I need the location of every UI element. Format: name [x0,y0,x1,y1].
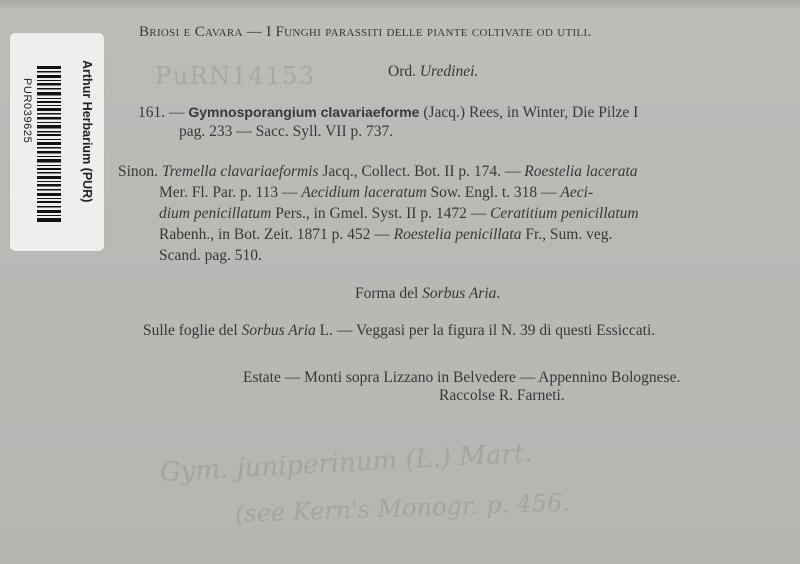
habitat-host: Sorbus Aria [241,322,316,339]
synonym-text: Mer. Fl. Par. p. 113 — [159,184,298,201]
synonym-text: Rabenh., in Bot. Zeit. 1871 p. 452 — [159,226,390,243]
series-title: — I Funghi parassiti delle piante coltivate od utili. [246,24,592,40]
synonyms-line-4 [159,226,612,244]
species-name: Gymnosporangium clavariaeforme [188,104,420,120]
synonym-text: Fr., Sum. veg. [525,226,613,243]
synonym-aecidium-laceratum: Aecidium laceratum [301,184,427,201]
publication-header [139,24,591,41]
pencil-catalog-number: PuRN14153 [155,62,316,90]
pencil-annotation-line-1: Gym. juniperinum (L.) Mart. [159,438,534,488]
herbarium-name: Arthur Herbarium (PUR) [80,60,94,203]
order-prefix: Ord. [388,63,416,80]
barcode-accession-number: PUR039625 [21,78,33,144]
habitat-suffix: L. — Veggasi per la figura il N. 39 di questi Essiccati. [319,322,656,339]
entry-line-2: pag. 233 — Sacc. Syll. VII p. 737. [179,123,394,140]
synonyms-line-5: Scand. pag. 510. [159,247,262,264]
herbarium-barcode-label [10,33,104,251]
synonym-text: Pers., in Gmel. Syst. II p. 1472 — [275,205,487,222]
author-cavara: Cavara [194,24,243,40]
synonym-text: Sow. Engl. t. 318 — [430,184,557,201]
synonyms-label: Sinon. [118,163,159,180]
synonym-ceratitium: Ceratitium penicillatum [490,205,639,222]
synonym-text: Jacq., Collect. Bot. II p. 174. — [322,163,521,180]
habitat-prefix: Sulle foglie del [143,322,238,339]
synonyms-line-2 [159,184,593,202]
habitat-line [143,322,655,340]
synonym-roestelia-penicillata: Roestelia penicillata [393,226,522,243]
author-conjunction: e [183,24,191,40]
order-line [388,63,478,81]
entry-line-1 [138,104,638,122]
author-briosi: Briosi [139,24,180,40]
order-name: Uredinei. [419,63,479,80]
forma-suffix: . [496,285,501,302]
forma-prefix: Forma del [355,285,419,302]
forma-line [355,285,500,303]
entry-number: 161. [138,104,166,121]
forma-host: Sorbus Aria [422,285,497,302]
entry-authority: (Jacq.) Rees, in Winter, Die Pilze I [423,104,639,121]
synonym-roestelia-lacerata: Roestelia lacerata [524,163,638,180]
synonyms-line-3 [159,205,639,223]
pencil-annotation-line-2: (see Kern's Monogr. p. 456. [234,488,571,528]
synonym-aecidium-penicillatum: dium penicillatum [159,205,272,222]
locality-line-1: Estate — Monti sopra Lizzano in Belvedere — Appennino Bolognese. [243,369,681,386]
synonym-aecidium-hyphen: Aeci- [560,184,594,201]
entry-dash: — [169,104,185,121]
synonym-tremella: Tremella clavariaeformis [161,163,319,180]
collector-line: Raccolse R. Farneti. [439,387,565,404]
synonyms-line-1 [118,163,638,181]
paper-fold-shadow [0,0,800,10]
barcode-icon [37,66,61,222]
